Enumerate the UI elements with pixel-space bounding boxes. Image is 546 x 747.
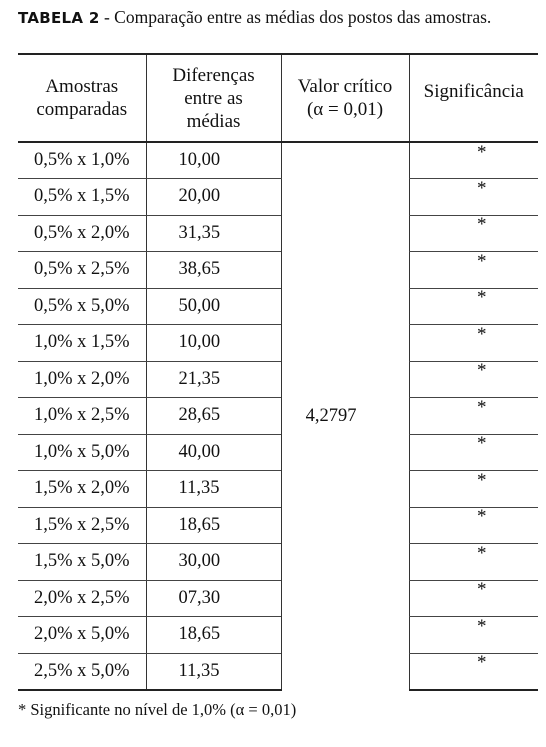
mean-difference-cell: 28,65 bbox=[146, 398, 281, 435]
sample-pair-cell: 2,5% x 5,0% bbox=[18, 653, 146, 690]
mean-difference-cell: 07,30 bbox=[146, 580, 281, 617]
table-row bbox=[18, 288, 538, 325]
sample-pair-cell: 1,0% x 2,0% bbox=[18, 361, 146, 398]
sample-pair-cell: 0,5% x 1,0% bbox=[18, 142, 146, 179]
table-caption-label: TABELA 2 bbox=[18, 9, 100, 27]
significance-cell bbox=[409, 580, 538, 617]
header-critical-value: Valor crítico (α = 0,01) bbox=[281, 54, 409, 142]
significance-cell bbox=[409, 252, 538, 289]
significance-asterisk: * bbox=[477, 177, 487, 199]
significance-cell bbox=[409, 325, 538, 362]
table-row bbox=[18, 434, 538, 471]
table-row bbox=[18, 142, 538, 179]
significance-cell bbox=[409, 179, 538, 216]
mean-difference-cell: 21,35 bbox=[146, 361, 281, 398]
table-caption-text: - Comparação entre as médias dos postos das amostras. bbox=[99, 7, 492, 27]
header-differences: Diferenças entre as médias bbox=[146, 54, 281, 142]
comparison-table bbox=[18, 53, 538, 691]
significance-cell bbox=[409, 142, 538, 179]
mean-difference-cell: 18,65 bbox=[146, 617, 281, 654]
table-row bbox=[18, 398, 538, 435]
sample-pair-cell: 1,0% x 5,0% bbox=[18, 434, 146, 471]
table-row bbox=[18, 507, 538, 544]
significance-asterisk: * bbox=[477, 615, 487, 637]
table-row bbox=[18, 215, 538, 252]
significance-cell bbox=[409, 653, 538, 690]
mean-difference-cell: 11,35 bbox=[146, 653, 281, 690]
mean-difference-cell: 31,35 bbox=[146, 215, 281, 252]
significance-asterisk: * bbox=[477, 579, 487, 601]
sample-pair-cell: 1,5% x 2,0% bbox=[18, 471, 146, 508]
significance-asterisk: * bbox=[477, 396, 487, 418]
significance-asterisk: * bbox=[477, 141, 487, 163]
header-significance: Significância bbox=[409, 54, 538, 142]
significance-cell bbox=[409, 288, 538, 325]
significance-cell bbox=[409, 215, 538, 252]
significance-cell bbox=[409, 544, 538, 581]
sample-pair-cell: 0,5% x 5,0% bbox=[18, 288, 146, 325]
significance-cell bbox=[409, 434, 538, 471]
mean-difference-cell: 18,65 bbox=[146, 507, 281, 544]
critical-value: 4,2797 bbox=[305, 405, 357, 426]
table-row bbox=[18, 580, 538, 617]
sample-pair-cell: 1,0% x 1,5% bbox=[18, 325, 146, 362]
table-header bbox=[18, 54, 538, 142]
sample-pair-cell: 0,5% x 1,5% bbox=[18, 179, 146, 216]
table-row bbox=[18, 544, 538, 581]
mean-difference-cell: 20,00 bbox=[146, 179, 281, 216]
comparison-table-container bbox=[18, 53, 538, 691]
header-row bbox=[18, 54, 538, 142]
significance-asterisk: * bbox=[477, 214, 487, 236]
significance-asterisk: * bbox=[477, 250, 487, 272]
table-row bbox=[18, 361, 538, 398]
header-samples: Amostras comparadas bbox=[18, 54, 146, 142]
significance-asterisk: * bbox=[477, 652, 487, 673]
significance-asterisk: * bbox=[477, 433, 487, 455]
sample-pair-cell: 2,0% x 2,5% bbox=[18, 580, 146, 617]
sample-pair-cell: 0,5% x 2,0% bbox=[18, 215, 146, 252]
table-row bbox=[18, 325, 538, 362]
significance-asterisk: * bbox=[477, 506, 487, 528]
significance-asterisk: * bbox=[477, 323, 487, 345]
significance-cell bbox=[409, 617, 538, 654]
table-caption bbox=[18, 6, 542, 29]
mean-difference-cell: 50,00 bbox=[146, 288, 281, 325]
mean-difference-cell: 10,00 bbox=[146, 142, 281, 179]
significance-asterisk: * bbox=[477, 360, 487, 382]
critical-value-cell bbox=[281, 142, 409, 690]
sample-pair-cell: 2,0% x 5,0% bbox=[18, 617, 146, 654]
mean-difference-cell: 11,35 bbox=[146, 471, 281, 508]
significance-asterisk: * bbox=[477, 542, 487, 564]
significance-cell bbox=[409, 398, 538, 435]
mean-difference-cell: 40,00 bbox=[146, 434, 281, 471]
table-row bbox=[18, 617, 538, 654]
significance-asterisk: * bbox=[477, 287, 487, 309]
table-row bbox=[18, 179, 538, 216]
mean-difference-cell: 10,00 bbox=[146, 325, 281, 362]
significance-cell bbox=[409, 507, 538, 544]
sample-pair-cell: 1,0% x 2,5% bbox=[18, 398, 146, 435]
significance-asterisk: * bbox=[477, 469, 487, 491]
significance-cell bbox=[409, 361, 538, 398]
table-row bbox=[18, 471, 538, 508]
sample-pair-cell: 1,5% x 2,5% bbox=[18, 507, 146, 544]
significance-cell bbox=[409, 471, 538, 508]
sample-pair-cell: 1,5% x 5,0% bbox=[18, 544, 146, 581]
mean-difference-cell: 38,65 bbox=[146, 252, 281, 289]
table-row bbox=[18, 653, 538, 690]
mean-difference-cell: 30,00 bbox=[146, 544, 281, 581]
table-body bbox=[18, 142, 538, 690]
footnote: * Significante no nível de 1,0% (α = 0,01) bbox=[18, 700, 297, 719]
sample-pair-cell: 0,5% x 2,5% bbox=[18, 252, 146, 289]
table-row bbox=[18, 252, 538, 289]
